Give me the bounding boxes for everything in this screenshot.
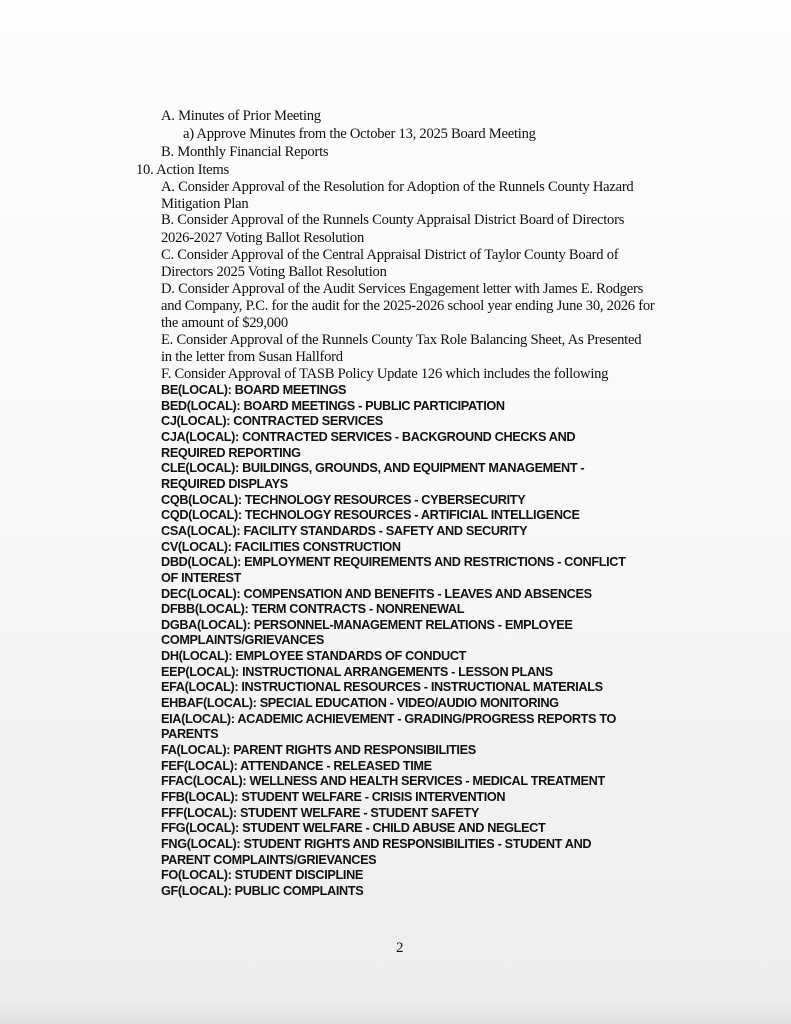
policy-line: FA(LOCAL): PARENT RIGHTS AND RESPONSIBILITIES	[161, 743, 476, 757]
policy-line: EIA(LOCAL): ACADEMIC ACHIEVEMENT - GRADING/PROGRESS REPORTS TO	[161, 711, 617, 726]
policy-line: OF INTEREST	[161, 570, 242, 585]
policy-line: CSA(LOCAL): FACILITY STANDARDS - SAFETY AND SECURITY	[161, 523, 528, 538]
policy-line: DH(LOCAL): EMPLOYEE STANDARDS OF CONDUCT	[161, 649, 467, 663]
action-item-b-line-2: 2026-2027 Voting Ballot Resolution	[161, 230, 364, 246]
policy-line: CJA(LOCAL): CONTRACTED SERVICES - BACKGROUND CHECKS AND	[161, 429, 576, 444]
policy-line: REQUIRED REPORTING	[161, 445, 301, 460]
policy-line: CQB(LOCAL): TECHNOLOGY RESOURCES - CYBERSECURITY	[161, 492, 526, 507]
policy-line: BE(LOCAL): BOARD MEETINGS	[161, 383, 347, 397]
action-item-d-line-1: D. Consider Approval of the Audit Services Engagement letter with James E. Rodgers	[161, 281, 644, 297]
action-item-a-line-2: Mitigation Plan	[161, 196, 249, 212]
action-item-b-line-1: B. Consider Approval of the Runnels County Appraisal District Board of Directors	[161, 212, 625, 228]
policy-line: FFAC(LOCAL): WELLNESS AND HEALTH SERVICES - MEDICAL TREATMENT	[161, 774, 605, 789]
policy-line: DFBB(LOCAL): TERM CONTRACTS - NONRENEWAL	[161, 602, 465, 617]
minutes-heading: A. Minutes of Prior Meeting	[161, 108, 321, 124]
action-item-d-line-3: the amount of $29,000	[161, 315, 288, 331]
policy-line: EHBAF(LOCAL): SPECIAL EDUCATION - VIDEO/AUDIO MONITORING	[161, 696, 559, 710]
policy-line: EFA(LOCAL): INSTRUCTIONAL RESOURCES - INSTRUCTIONAL MATERIALS	[161, 680, 603, 695]
policy-line: CQD(LOCAL): TECHNOLOGY RESOURCES - ARTIFICIAL INTELLIGENCE	[161, 508, 580, 523]
action-item-e-line-1: E. Consider Approval of the Runnels County Tax Role Balancing Sheet, As Presented	[161, 332, 642, 348]
policy-line: CJ(LOCAL): CONTRACTED SERVICES	[161, 414, 383, 429]
action-item-a-line-1: A. Consider Approval of the Resolution for Adoption of the Runnels County Hazard	[161, 179, 634, 195]
action-item-d-line-2: and Company, P.C. for the audit for the 2025-2026 school year ending June 30, 2026 for	[161, 298, 655, 314]
action-item-c-line-2: Directors 2025 Voting Ballot Resolution	[161, 264, 387, 280]
action-item-e-line-2: in the letter from Susan Hallford	[161, 349, 343, 365]
scan-shadow	[0, 1000, 791, 1024]
policy-line: BED(LOCAL): BOARD MEETINGS - PUBLIC PARTICIPATION	[161, 398, 505, 413]
policy-line: FFB(LOCAL): STUDENT WELFARE - CRISIS INTERVENTION	[161, 789, 506, 804]
policy-line: CV(LOCAL): FACILITIES CONSTRUCTION	[161, 539, 401, 554]
minutes-item-a: a) Approve Minutes from the October 13, 2025 Board Meeting	[183, 126, 536, 142]
policy-line: CLE(LOCAL): BUILDINGS, GROUNDS, AND EQUIPMENT MANAGEMENT -	[161, 461, 585, 476]
action-items-heading: 10. Action Items	[136, 162, 229, 178]
policy-line: DEC(LOCAL): COMPENSATION AND BENEFITS - LEAVES AND ABSENCES	[161, 586, 592, 601]
policy-line: FFG(LOCAL): STUDENT WELFARE - CHILD ABUSE AND NEGLECT	[161, 821, 546, 836]
financial-reports-item: B. Monthly Financial Reports	[161, 144, 329, 160]
policy-line: DGBA(LOCAL): PERSONNEL-MANAGEMENT RELATIONS - EMPLOYEE	[161, 617, 573, 632]
policy-line: DBD(LOCAL): EMPLOYMENT REQUIREMENTS AND RESTRICTIONS - CONFLICT	[161, 555, 626, 570]
policy-line: REQUIRED DISPLAYS	[161, 476, 288, 491]
policy-line: FO(LOCAL): STUDENT DISCIPLINE	[161, 868, 364, 883]
policy-line: PARENT COMPLAINTS/GRIEVANCES	[161, 852, 377, 867]
policy-line: FEF(LOCAL): ATTENDANCE - RELEASED TIME	[161, 758, 432, 773]
policy-line: PARENTS	[161, 727, 219, 742]
policy-line: EEP(LOCAL): INSTRUCTIONAL ARRANGEMENTS - LESSON PLANS	[161, 664, 553, 679]
action-item-c-line-1: C. Consider Approval of the Central Appraisal District of Taylor County Board of	[161, 247, 619, 263]
policy-line: FNG(LOCAL): STUDENT RIGHTS AND RESPONSIBILITIES - STUDENT AND	[161, 836, 592, 851]
policy-line: COMPLAINTS/GRIEVANCES	[161, 633, 325, 648]
page-number: 2	[396, 940, 404, 956]
policy-line: GF(LOCAL): PUBLIC COMPLAINTS	[161, 883, 364, 898]
action-item-f: F. Consider Approval of TASB Policy Update 126 which includes the following	[161, 366, 609, 382]
policy-line: FFF(LOCAL): STUDENT WELFARE - STUDENT SAFETY	[161, 805, 479, 820]
